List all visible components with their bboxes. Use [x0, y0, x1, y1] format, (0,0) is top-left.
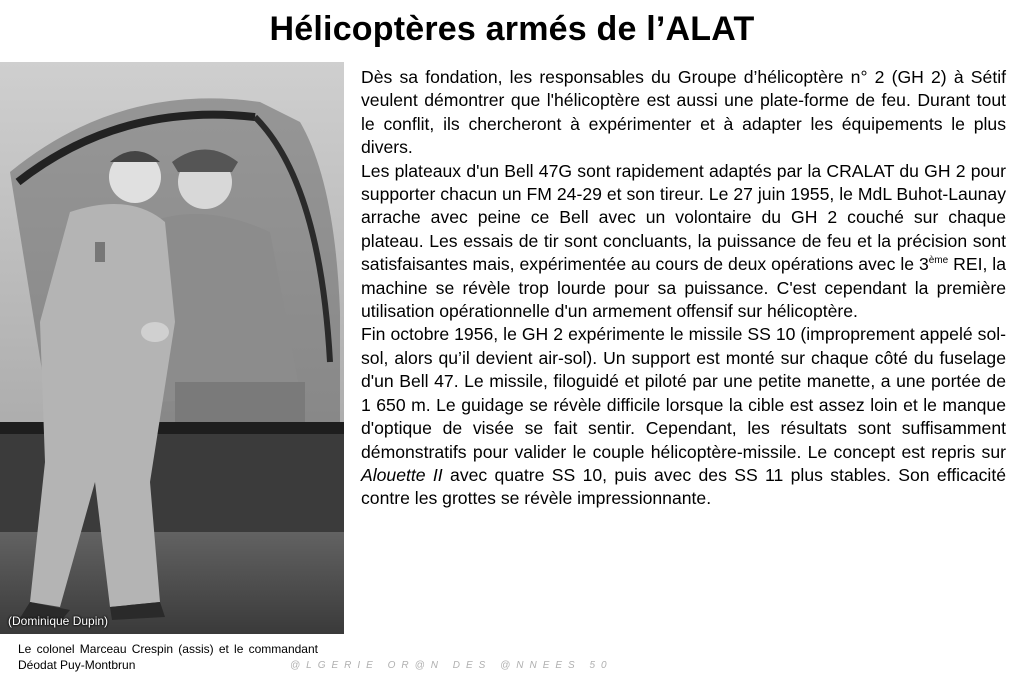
paragraph-2: [361, 160, 1006, 324]
ordinal-superscript: ème: [928, 255, 949, 267]
paragraph-2-text: Les plateaux d'un Bell 47G sont rapidement adaptés par la CRALAT du GH 2 pour supporter chacun un FM 24-29 et son tireur. Le 27 juin 1955, le MdL Buhot-Launay arrache avec peine ce Bell avec un volontaire du GH 2 couché sur chaque plateau. Les essais de tir sont concluants, la puissance de feu et la précision sont satisfaisantes mais, expérimentée au cours de deux opérations avec le 3: [361, 160, 1006, 275]
historical-photo: [0, 62, 344, 634]
photo-illustration: [0, 62, 344, 634]
article-body: [361, 66, 1006, 511]
photo-caption: Le colonel Marceau Crespin (assis) et le commandant Déodat Puy-Montbrun: [18, 642, 318, 672]
page-title: Hélicoptères armés de l’ALAT: [269, 10, 755, 48]
photo-credit: (Dominique Dupin): [8, 614, 109, 628]
aircraft-name: Alouette II: [361, 464, 443, 485]
paragraph-3-end: avec quatre SS 10, puis avec des SS 11 plus stables. Son efficacité contre les grottes se révèle impressionnante.: [361, 464, 1006, 509]
paragraph-1: [361, 66, 1006, 160]
watermark: @LGERIE OR@N DES @NNEES 50: [290, 660, 613, 671]
paragraph-2-end: REI, la machine se révèle trop lourde pour sa puissance. C'est cependant la première utilisation opérationnelle d'un armement offensif sur hélicoptère.: [361, 254, 1006, 322]
paragraph-3-text: Fin octobre 1956, le GH 2 expérimente le missile SS 10 (improprement appelé sol-sol, alors qu’il devient air-sol). Un support est monté sur chaque côté du fuselage d'un Bell 47. Le missile, filoguidé et piloté par une petite manette, a une portée de 1 650 m. Le guidage se révèle difficile lorsque la cible est assez loin et le manque d'optique de visée se fait sentir. Cependant, les résultats sont suffisamment démonstratifs pour valider le couple hélicoptère-missile. Le concept est repris sur: [361, 324, 1006, 462]
paragraph-3: [361, 323, 1006, 510]
paragraph-1-text: Dès sa fondation, les responsables du Groupe d’hélicoptère n° 2 (GH 2) à Sétif veulent démontrer que l'hélicoptère est aussi une plate-forme de feu. Durant tout le conflit, ils chercheront à expérimenter et à adapter les équipements le plus divers.: [361, 67, 1006, 158]
